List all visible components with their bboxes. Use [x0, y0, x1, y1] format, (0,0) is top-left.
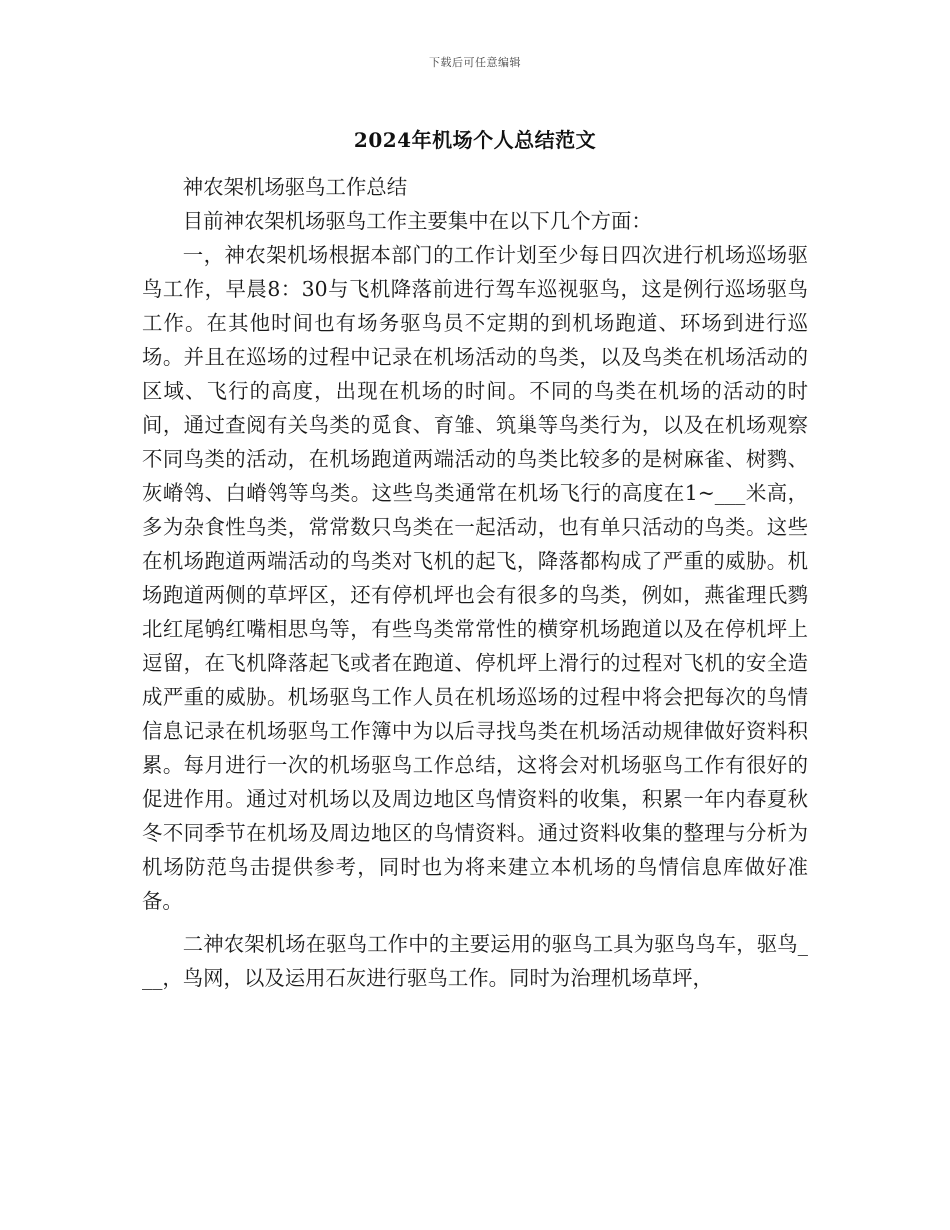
- document-body: [142, 170, 808, 995]
- header-note: 下载后可任意编辑: [429, 56, 521, 69]
- paragraph-section-one: 一，神农架机场根据本部门的工作计划至少每日四次进行机场巡场驱鸟工作，早晨8：30与飞机降落前进行驾车巡视驱鸟，这是例行巡场驱鸟工作。在其他时间也有场务驱鸟员不定期的到机场跑道、环场到进行巡场。并且在巡场的过程中记录在机场活动的鸟类，以及鸟类在机场活动的区域、飞行的高度，出现在机场的时间。不同的鸟类在机场的活动的时间，通过查阅有关鸟类的觅食、育雏、筑巢等鸟类行为，以及在机场观察不同鸟类的活动，在机场跑道两端活动的鸟类比较多的是树麻雀、树鹨、灰嵴鸰、白嵴鸰等鸟类。这些鸟类通常在机场飞行的高度在1~___米高，多为杂食性鸟类，常常数只鸟类在一起活动，也有单只活动的鸟类。这些在机场跑道两端活动的鸟类对飞机的起飞，降落都构成了严重的威胁。机场跑道两侧的草坪区，还有停机坪也会有很多的鸟类，例如，燕雀理氏鹨北红尾鸲红嘴相思鸟等，有些鸟类常常性的横穿机场跑道以及在停机坪上逗留，在飞机降落起飞或者在跑道、停机坪上滑行的过程对飞机的安全造成严重的威胁。机场驱鸟工作人员在机场巡场的过程中将会把每次的鸟情信息记录在机场驱鸟工作簿中为以后寻找鸟类在机场活动规律做好资料积累。每月进行一次的机场驱鸟工作总结，这将会对机场驱鸟工作有很好的促进作用。通过对机场以及周边地区鸟情资料的收集，积累一年内春夏秋冬不同季节在机场及周边地区的鸟情资料。通过资料收集的整理与分析为机场防范鸟击提供参考，同时也为将来建立本机场的鸟情信息库做好准备。: [142, 243, 808, 913]
- paragraph-intro: 目前神农架机场驱鸟工作主要集中在以下几个方面：: [182, 209, 652, 233]
- paragraph-section-two: 二神农架机场在驱鸟工作中的主要运用的驱鸟工具为驱鸟鸟车，驱鸟___，鸟网，以及运用石灰进行驱鸟工作。同时为治理机场草坪，: [142, 932, 808, 990]
- paragraph-subtitle: 神农架机场驱鸟工作总结: [182, 175, 408, 199]
- document-title: 2024年机场个人总结范文: [353, 128, 597, 152]
